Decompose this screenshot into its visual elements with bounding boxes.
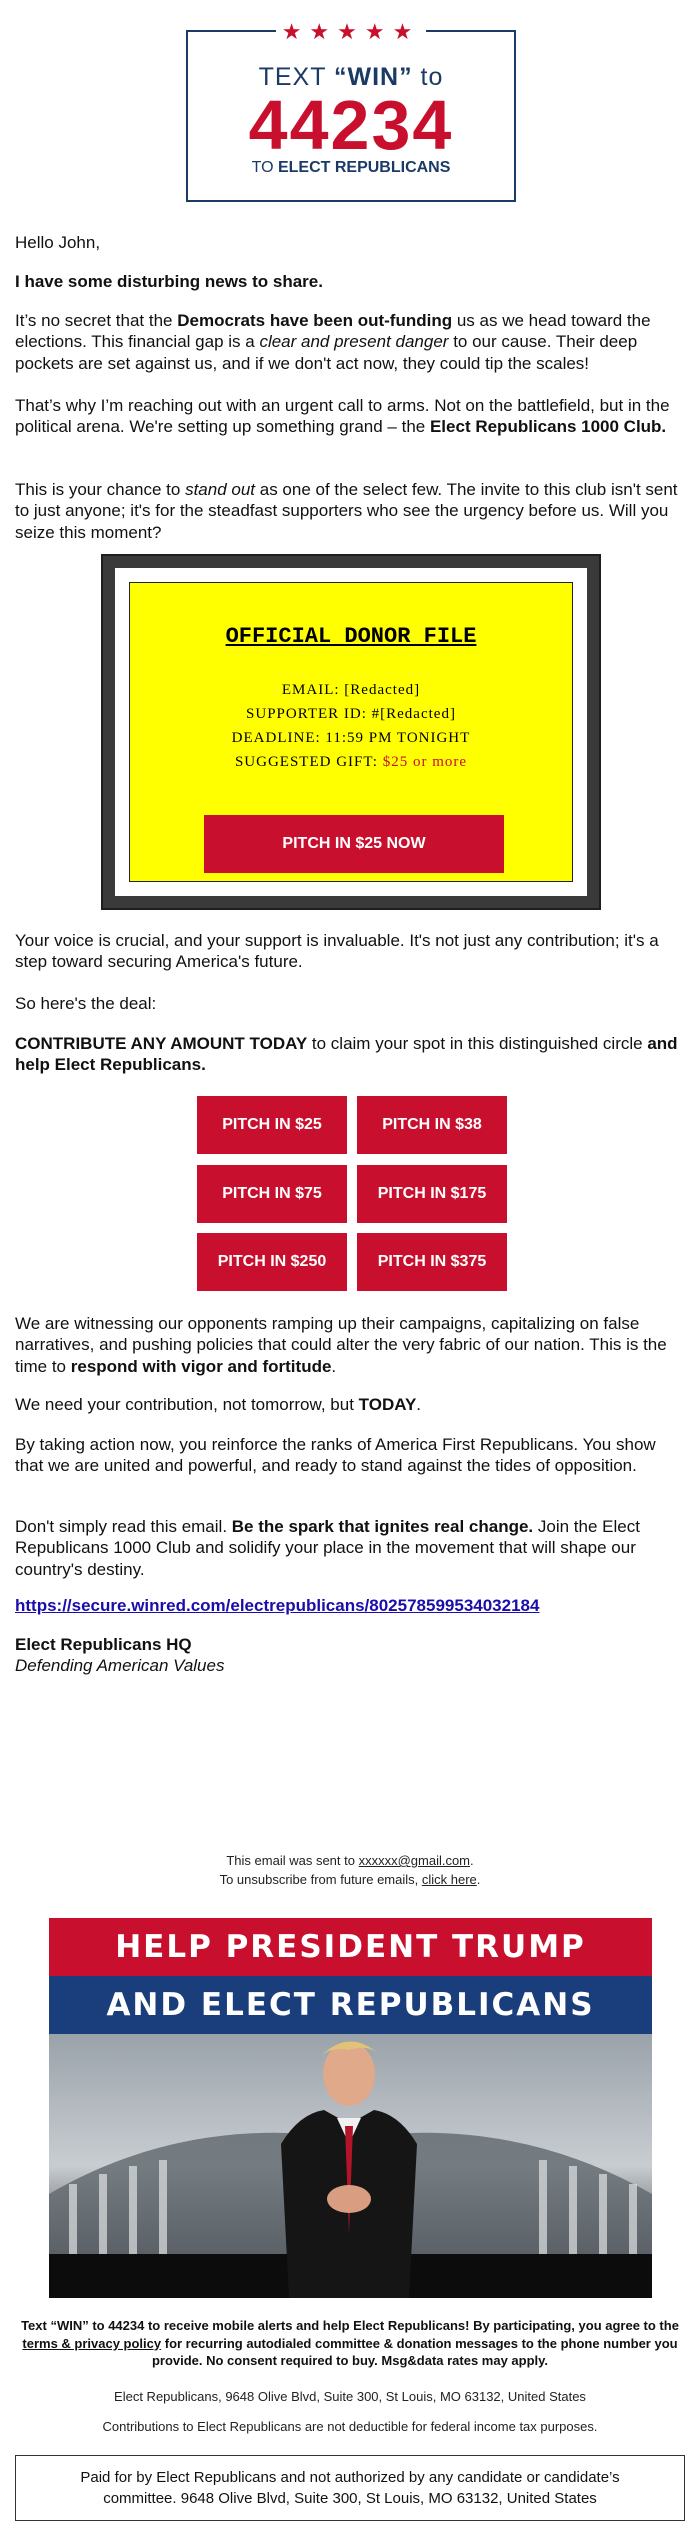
paragraph-voice-crucial: Your voice is crucial, and your support is invaluable. It's not just any contribution; it's a step toward securing America's future. (15, 931, 659, 972)
paragraph-out-funding: It’s no secret that the Democrats have been out-funding us as we head toward the elections. This financial gap is a clear and present danger to our cause. Their deep pockets are set against us, and if we don't act now, they could tip the scales! (15, 311, 651, 373)
paragraph-opponents: We are witnessing our opponents ramping up their campaigns, capitalizing on false narratives, and pushing policies that could alter the very fabric of our nation. This is the time to respond with vigor and fortitude. (15, 1314, 667, 1376)
signature-name: Elect Republicans HQ (15, 1635, 192, 1654)
unsubscribe-line: To unsubscribe from future emails, click here. (219, 1872, 481, 1887)
paragraph-spark: Don't simply read this email. Be the spark that ignites real change. Join the Elect Republicans 1000 Club and solidify your place in the movement that will shape our country's destiny. (15, 1517, 640, 1579)
logo-line-text-win: TEXT “WIN” to (258, 63, 444, 91)
banner-line-1: HELP PRESIDENT TRUMP (49, 1918, 652, 1976)
donor-email: EMAIL: [Redacted] (281, 682, 421, 698)
stars-row (188, 18, 514, 46)
sent-to-line: This email was sent to xxxxxx@gmail.com. (226, 1853, 474, 1868)
pitch-in-175-button[interactable]: PITCH IN $175 (357, 1165, 507, 1223)
paid-for-line-2: committee. 9648 Olive Blvd, Suite 300, St Louis, MO 63132, United States (103, 2490, 597, 2507)
paragraph-contribute-any: CONTRIBUTE ANY AMOUNT TODAY to claim your spot in this distinguished circle and help Elect Republicans. (15, 1034, 678, 1075)
pitch-in-75-button[interactable]: PITCH IN $75 (197, 1165, 347, 1223)
pitch-in-25-now-button[interactable]: PITCH IN $25 NOW (204, 815, 504, 873)
paragraph-america-first: By taking action now, you reinforce the ranks of America First Republicans. You show that we are united and powerful, and ready to stand against the tides of opposition. (15, 1435, 656, 1476)
donor-deadline: DEADLINE: 11:59 PM TONIGHT (231, 730, 471, 746)
logo-shortcode: 44234 (248, 86, 454, 164)
greeting: Hello John, (15, 233, 101, 252)
trump-banner[interactable] (49, 1918, 652, 2298)
paragraph-disturbing-news: I have some disturbing news to share. (15, 272, 323, 291)
paragraph-today: We need your contribution, not tomorrow, but TODAY. (15, 1395, 422, 1414)
footer-address: Elect Republicans, 9648 Olive Blvd, Suite 300, St Louis, MO 63132, United States (114, 2389, 586, 2404)
donor-file-frame (115, 568, 587, 896)
sms-disclaimer: Text “WIN” to 44234 to receive mobile alerts and help Elect Republicans! By participating, you agree to the terms & privacy policy for recurring autodialed committee & donation messages to the phone number you provide. No consent required to buy. Msg&data rates may apply. (21, 2318, 679, 2369)
paragraph-stand-out: This is your chance to stand out as one of the select few. The invite to this club isn't sent to just anyone; it's for the steadfast supporters who see the urgency before us. Will you seize this moment? (15, 480, 678, 542)
paragraph-the-deal: So here's the deal: (15, 994, 157, 1013)
sent-email-link[interactable]: xxxxxx@gmail.com (358, 1853, 471, 1868)
paid-for-box (15, 2455, 685, 2521)
banner-line-2: AND ELECT REPUBLICANS (49, 1976, 652, 2034)
pitch-in-25-button[interactable]: PITCH IN $25 (197, 1096, 347, 1154)
signature-tagline: Defending American Values (15, 1656, 225, 1675)
logo-line-elect: TO ELECT REPUBLICANS (251, 159, 451, 176)
star-icons: ★★★★★ (276, 19, 427, 44)
tax-notice: Contributions to Elect Republicans are not deductible for federal income tax purposes. (102, 2419, 598, 2434)
capitol-photo (49, 2034, 652, 2298)
terms-privacy-link[interactable]: terms & privacy policy (22, 2335, 162, 2351)
pitch-in-250-button[interactable]: PITCH IN $250 (197, 1233, 347, 1291)
donor-supporter-id: SUPPORTER ID: #[Redacted] (246, 706, 456, 722)
donor-file-title: OFFICIAL DONOR FILE (225, 624, 477, 649)
donation-link[interactable]: https://secure.winred.com/electrepublicans/802578599534032184 (15, 1596, 540, 1615)
paragraph-call-to-arms: That’s why I’m reaching out with an urgent call to arms. Not on the battlefield, but in the political arena. We're setting up something grand – the Elect Republicans 1000 Club. (15, 396, 670, 437)
text-win-logo (186, 19, 516, 202)
donor-file-panel (129, 582, 573, 882)
unsubscribe-link[interactable]: click here (421, 1872, 477, 1887)
donor-file-card (101, 554, 601, 910)
pitch-in-375-button[interactable]: PITCH IN $375 (357, 1233, 507, 1291)
pitch-in-38-button[interactable]: PITCH IN $38 (357, 1096, 507, 1154)
paid-for-line-1: Paid for by Elect Republicans and not authorized by any candidate or candidate’s (80, 2469, 620, 2486)
donor-suggested-gift: SUGGESTED GIFT: $25 or more (234, 754, 468, 770)
